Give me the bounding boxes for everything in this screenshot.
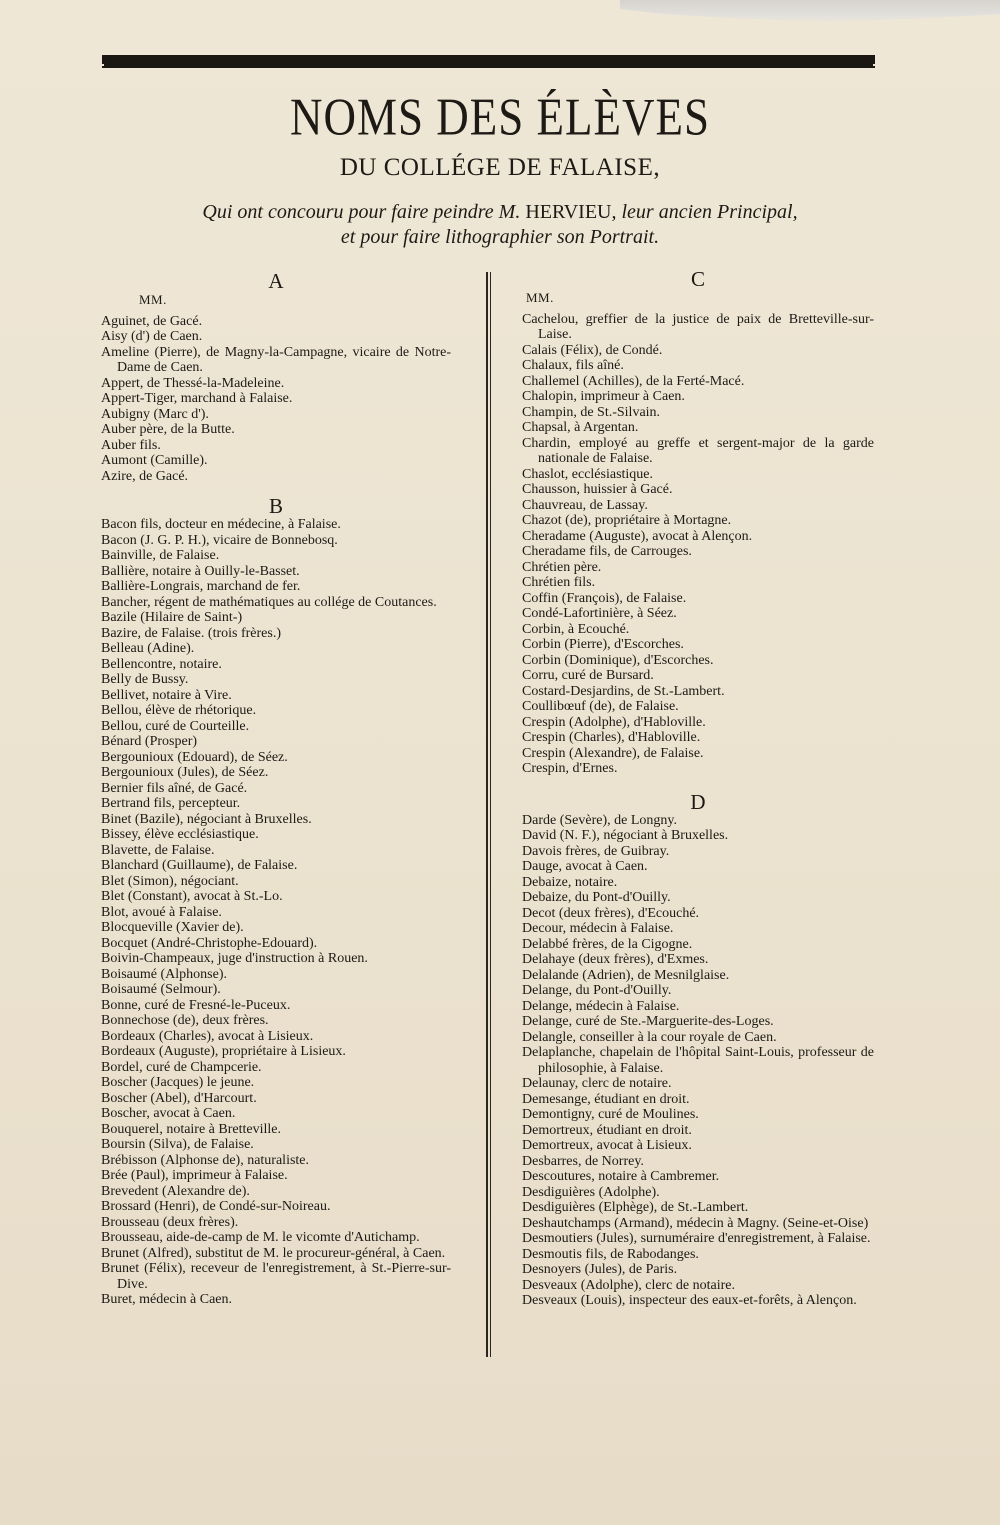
name-entry: Bordeaux (Auguste), propriétaire à Lisieux.: [101, 1044, 346, 1059]
name-entry: Demontigny, curé de Moulines.: [522, 1107, 699, 1122]
name-entry: Desmoutiers (Jules), surnuméraire d'enregistrement, à Falaise.: [522, 1231, 871, 1246]
name-entry: Bouquerel, notaire à Bretteville.: [101, 1121, 281, 1137]
name-entry: Corbin (Pierre), d'Escorches.: [522, 637, 684, 652]
name-entry: Costard-Desjardins, de St.-Lambert.: [522, 683, 725, 699]
name-entry: Belleau (Adine).: [101, 641, 195, 656]
name-entry: Brousseau (deux frères).: [101, 1214, 239, 1230]
name-entry: Boivin-Champeaux, juge d'instruction à Rouen.: [101, 951, 368, 966]
name-entry: Crespin (Adolphe), d'Habloville.: [522, 714, 706, 730]
name-entry: Crespin, d'Ernes.: [522, 761, 618, 776]
name-entry: Azire, de Gacé.: [101, 468, 189, 484]
name-entry: Bergounioux (Jules), de Séez.: [101, 765, 269, 780]
name-entry: Brevedent (Alexandre de).: [101, 1183, 250, 1199]
name-entry: Bordel, curé de Champcerie.: [101, 1059, 262, 1075]
name-entry: Chauvreau, de Lassay.: [522, 497, 648, 513]
name-entry: Boisaumé (Selmour).: [101, 982, 221, 997]
name-entry: Decot (deux frères), d'Ecouché.: [522, 905, 700, 921]
section-mm-label: MM.: [526, 290, 554, 305]
dedication-line-2: et pour faire lithographier son Portrait.: [340, 226, 660, 248]
name-entry: Bazile (Hilaire de Saint-): [101, 610, 243, 625]
name-entry: Darde (Sevère), de Longny.: [522, 812, 677, 828]
name-entry: Buret, médecin à Caen.: [101, 1292, 233, 1307]
name-entry: Delange, du Pont-d'Ouilly.: [522, 983, 672, 998]
name-entry: Belly de Bussy.: [101, 672, 189, 687]
name-entry: Corru, curé de Bursard.: [522, 668, 654, 683]
name-entry: Coffin (François), de Falaise.: [522, 590, 687, 606]
name-entry: Binet (Bazile), négociant à Bruxelles.: [101, 811, 312, 827]
left-column: [101, 268, 451, 1308]
name-entry: Davois frères, de Guibray.: [522, 843, 670, 859]
name-entry: Bénard (Prosper): [101, 734, 198, 749]
name-entry: Corbin (Dominique), d'Escorches.: [522, 652, 714, 668]
name-entry: Boscher (Jacques) le jeune.: [101, 1075, 255, 1090]
name-entry: Auber père, de la Butte.: [101, 422, 235, 437]
name-entry: Brée (Paul), imprimeur à Falaise.: [101, 1168, 288, 1183]
name-entry: Bonnechose (de), deux frères.: [101, 1013, 269, 1028]
name-entry: Bocquet (André-Christophe-Edouard).: [101, 935, 318, 951]
name-entry: Bancher, régent de mathématiques au collége de Coutances.: [101, 594, 437, 610]
name-entry: Brunet (Alfred), substitut de M. le procureur-général, à Caen.: [101, 1245, 446, 1261]
name-entry: Desbarres, de Norrey.: [522, 1153, 644, 1169]
name-entry: Cheradame (Auguste), avocat à Alençon.: [522, 528, 753, 544]
name-entry: Chausson, huissier à Gacé.: [522, 482, 673, 497]
name-entry: Bonne, curé de Fresné-le-Puceux.: [101, 997, 291, 1013]
dedication-part-1: Qui ont concouru pour faire peindre M.: [202, 201, 521, 223]
name-entry: Aubigny (Marc d').: [101, 406, 209, 422]
principal-name: HERVIEU: [525, 201, 612, 223]
name-entry: Auber fils.: [101, 437, 161, 453]
name-entry: Demortreux, étudiant en droit.: [522, 1122, 692, 1138]
name-entry: Bernier fils aîné, de Gacé.: [101, 780, 248, 796]
section-letter-d: D: [690, 789, 706, 814]
name-entry: Desveaux (Adolphe), clerc de notaire.: [522, 1277, 736, 1293]
name-entry: Bainville, de Falaise.: [101, 548, 220, 563]
torn-paper-edge: [620, 0, 1000, 26]
name-entry: Desveaux (Louis), inspecteur des eaux-et-forêts, à Alençon.: [522, 1293, 857, 1308]
name-entry: Brébisson (Alphonse de), naturaliste.: [101, 1152, 310, 1168]
name-entry: Appert-Tiger, marchand à Falaise.: [101, 391, 293, 406]
name-entry: Decour, médecin à Falaise.: [522, 921, 674, 936]
name-entry: Cheradame fils, de Carrouges.: [522, 544, 692, 559]
name-entry: Blet (Constant), avocat à St.-Lo.: [101, 889, 283, 904]
name-entry: Cachelou, greffier de la justice de paix de Bretteville-sur-Laise.: [522, 311, 874, 342]
name-entry: Dauge, avocat à Caen.: [522, 859, 648, 874]
name-entry: Debaize, du Pont-d'Ouilly.: [522, 890, 671, 905]
name-entry: Condé-Lafortinière, à Séez.: [522, 606, 677, 621]
name-entry: Delahaye (deux frères), d'Exmes.: [522, 952, 709, 967]
name-entry: Ameline (Pierre), de Magny-la-Campagne, vicaire de Notre-Dame de Caen.: [101, 344, 451, 375]
name-entry: Bellou, élève de rhétorique.: [101, 703, 257, 718]
name-entry: Crespin (Alexandre), de Falaise.: [522, 745, 704, 761]
name-entry: Delange, médecin à Falaise.: [522, 998, 680, 1014]
section-letter-a: A: [268, 269, 284, 293]
name-entry: Bellencontre, notaire.: [101, 656, 222, 672]
name-entry: Delaplanche, chapelain de l'hôpital Saint-Louis, professeur de philosophie, à Falaise.: [522, 1045, 874, 1076]
name-entry: Desdiguières (Adolphe).: [522, 1184, 660, 1200]
name-entry: Chardin, employé au greffe et sergent-major de la garde nationale de Falaise.: [522, 435, 874, 466]
name-entry: Descoutures, notaire à Cambremer.: [522, 1169, 720, 1184]
name-entry: Bacon (J. G. P. H.), vicaire de Bonnebosq.: [101, 532, 338, 548]
name-entry: Chazot (de), propriétaire à Mortagne.: [522, 513, 732, 528]
name-entry: Bordeaux (Charles), avocat à Lisieux.: [101, 1028, 314, 1044]
name-entry: Demesange, étudiant en droit.: [522, 1091, 690, 1107]
right-column: [522, 266, 874, 1309]
section-letter-c: C: [690, 267, 705, 291]
name-entry: Aumont (Camille).: [101, 453, 208, 468]
name-entry: Appert, de Thessé-la-Madeleine.: [101, 375, 285, 391]
name-entry: Brossard (Henri), de Condé-sur-Noireau.: [101, 1199, 331, 1214]
name-entry: Ballière-Longrais, marchand de fer.: [101, 579, 301, 594]
column-divider: [486, 272, 488, 1357]
name-entry: Bazire, de Falaise. (trois frères.): [101, 625, 281, 641]
name-entry: Chapsal, à Argentan.: [522, 420, 639, 435]
name-entry: Bellivet, notaire à Vire.: [101, 687, 232, 703]
section-letter-b: B: [268, 494, 283, 518]
name-entry: Blet (Simon), négociant.: [101, 873, 239, 889]
name-entry: Chrétien fils.: [522, 575, 596, 590]
name-entry: Boursin (Silva), de Falaise.: [101, 1137, 254, 1152]
name-entry: Deshautchamps (Armand), médecin à Magny. (Seine-et-Oise): [522, 1215, 869, 1231]
name-entry: Ballière, notaire à Ouilly-le-Basset.: [101, 563, 300, 579]
name-entry: Desmoutis fils, de Rabodanges.: [522, 1246, 699, 1262]
name-entry: Debaize, notaire.: [522, 874, 618, 890]
name-entry: Chaslot, ecclésiastique.: [522, 466, 654, 482]
name-entry: David (N. F.), négociant à Bruxelles.: [522, 828, 729, 843]
name-entry: Demortreux, avocat à Lisieux.: [522, 1138, 692, 1153]
name-entry: Brunet (Félix), receveur de l'enregistrement, à St.-Pierre-sur-Dive.: [101, 1261, 451, 1292]
name-entry: Boisaumé (Alphonse).: [101, 966, 227, 982]
name-entry: Calais (Félix), de Condé.: [522, 342, 663, 358]
name-entry: Delaunay, clerc de notaire.: [522, 1076, 672, 1091]
name-entry: Bertrand fils, percepteur.: [101, 796, 241, 811]
names-list-a: [101, 314, 451, 485]
name-entry: Blocqueville (Xavier de).: [101, 920, 244, 935]
name-entry: Delangle, conseiller à la cour royale de Caen.: [522, 1029, 777, 1045]
name-entry: Chrétien père.: [522, 559, 602, 575]
name-entry: Crespin (Charles), d'Habloville.: [522, 730, 701, 745]
name-entry: Delange, curé de Ste.-Marguerite-des-Loges.: [522, 1014, 774, 1029]
name-entry: Bellou, curé de Courteille.: [101, 718, 250, 734]
dedication-line-1: [0, 200, 1000, 225]
top-double-rule: [102, 55, 875, 64]
name-entry: Blot, avoué à Falaise.: [101, 904, 222, 920]
name-entry: Champin, de St.-Silvain.: [522, 404, 661, 420]
name-entry: Desnoyers (Jules), de Paris.: [522, 1262, 678, 1277]
name-entry: Boscher, avocat à Caen.: [101, 1106, 236, 1121]
name-entry: Blavette, de Falaise.: [101, 842, 215, 858]
name-entry: Bergounioux (Edouard), de Séez.: [101, 749, 288, 765]
name-entry: Delalande (Adrien), de Mesnilglaise.: [522, 967, 730, 983]
page-title: NOMS DES ÉLÈVES: [289, 87, 711, 147]
names-list-c: [522, 312, 874, 777]
dedication: [0, 200, 1000, 250]
section-mm-label: MM.: [139, 292, 167, 307]
name-entry: Coullibœuf (de), de Falaise.: [522, 699, 679, 714]
name-entry: Brousseau, aide-de-camp de M. le vicomte d'Autichamp.: [101, 1230, 420, 1245]
page-subtitle: DU COLLÉGE DE FALAISE,: [339, 154, 661, 181]
names-list-d: [522, 813, 874, 1309]
dedication-part-2: , leur ancien Principal,: [611, 201, 798, 223]
name-entry: Aisy (d') de Caen.: [101, 329, 203, 344]
name-entry: Delabbé frères, de la Cigogne.: [522, 936, 693, 952]
name-entry: Bacon fils, docteur en médecine, à Falaise.: [101, 517, 341, 532]
names-list-b: [101, 517, 451, 1308]
name-entry: Desdiguières (Elphège), de St.-Lambert.: [522, 1200, 749, 1215]
name-entry: Blanchard (Guillaume), de Falaise.: [101, 858, 298, 873]
name-entry: Aguinet, de Gacé.: [101, 313, 203, 329]
name-entry: Chalaux, fils aîné.: [522, 358, 624, 373]
name-entry: Corbin, à Ecouché.: [522, 621, 630, 637]
name-entry: Chalopin, imprimeur à Caen.: [522, 389, 685, 404]
name-entry: Bissey, élève ecclésiastique.: [101, 827, 259, 842]
name-entry: Boscher (Abel), d'Harcourt.: [101, 1090, 257, 1106]
name-entry: Challemel (Achilles), de la Ferté-Macé.: [522, 373, 745, 389]
